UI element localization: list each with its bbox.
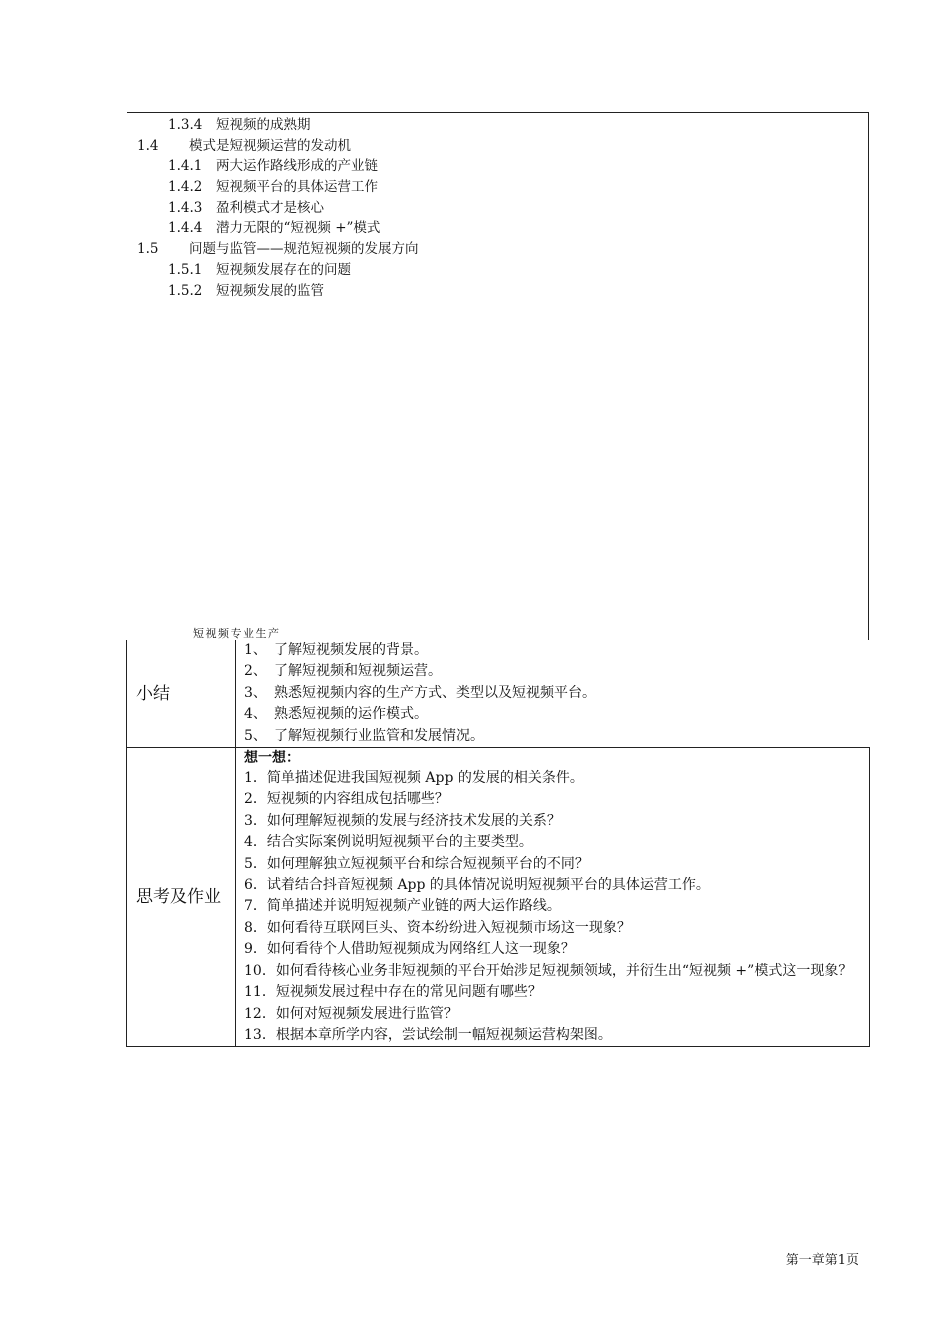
summary-label: 小结	[127, 640, 236, 748]
toc-text: 短视频发展的监管	[216, 283, 324, 299]
item-text: 了解短视频和短视频运营。	[274, 663, 442, 680]
homework-item	[244, 768, 869, 789]
item-number: 1、	[244, 642, 267, 658]
toc-text: 短视频发展存在的问题	[216, 262, 351, 278]
toc-number: 1.4.2	[168, 179, 203, 195]
toc-item-1-4-4	[168, 218, 380, 238]
item-number: 10．	[244, 962, 276, 979]
toc-item-1-5	[137, 239, 419, 259]
item-text: 短视频的内容组成包括哪些？	[266, 791, 449, 808]
homework-item	[244, 875, 869, 896]
homework-item	[244, 982, 869, 1003]
item-text: 如何对短视频发展进行监管？	[275, 1005, 458, 1022]
item-number: 13．	[244, 1026, 276, 1043]
homework-content	[236, 748, 870, 1047]
toc-text: 模式是短视频运营的发动机	[189, 138, 351, 154]
toc-text: 潜力无限的“短视频 +”模式	[216, 220, 381, 236]
toc-number: 1.5.1	[168, 262, 203, 278]
toc-item-1-4-3	[168, 198, 324, 218]
item-text: 如何看待互联网巨头、资本纷纷进入短视频市场这一现象？	[266, 919, 631, 936]
toc-number: 1.5	[137, 241, 159, 257]
image-caption: 短视频专业生产	[193, 627, 281, 640]
item-number: 1．	[244, 770, 267, 787]
summary-item	[244, 640, 870, 661]
item-number: 12．	[244, 1005, 276, 1022]
item-number: 5、	[244, 727, 267, 744]
summary-row	[127, 640, 870, 748]
summary-item	[244, 704, 870, 725]
item-text: 简单描述并说明短视频产业链的两大运作路线。	[266, 898, 561, 915]
toc-number: 1.4.3	[168, 200, 203, 216]
item-number: 8．	[244, 919, 267, 936]
toc-item-1-4-1	[168, 156, 378, 176]
toc-number: 1.5.2	[168, 283, 203, 299]
item-text: 如何看待个人借助短视频成为网络红人这一现象？	[266, 941, 575, 958]
item-number: 2、	[244, 663, 267, 680]
item-text: 熟悉短视频的运作模式。	[274, 706, 428, 723]
item-number: 4．	[244, 834, 267, 851]
lesson-table	[126, 640, 870, 1047]
homework-item	[244, 961, 869, 982]
item-text: 了解短视频发展的背景。	[274, 642, 428, 658]
summary-item	[244, 726, 870, 747]
toc-text: 短视频平台的具体运营工作	[216, 179, 378, 195]
toc-item-1-5-2	[168, 281, 324, 301]
item-number: 3、	[244, 684, 267, 701]
homework-heading: 想一想：	[244, 750, 300, 767]
homework-item	[244, 1004, 869, 1025]
toc-number: 1.4.1	[168, 158, 203, 174]
toc-item-1-4	[137, 136, 351, 156]
homework-item	[244, 896, 869, 917]
item-text: 了解短视频行业监管和发展情况。	[274, 727, 484, 744]
toc-text: 问题与监管——规范短视频的发展方向	[189, 241, 419, 257]
item-text: 简单描述促进我国短视频 App 的发展的相关条件。	[266, 770, 584, 787]
item-number: 9．	[244, 941, 267, 958]
homework-label: 思考及作业	[127, 748, 236, 1047]
item-number: 3．	[244, 812, 267, 829]
item-text: 结合实际案例说明短视频平台的主要类型。	[266, 834, 533, 851]
homework-item	[244, 811, 869, 832]
homework-row	[127, 748, 870, 1047]
toc-number: 1.4	[137, 138, 159, 154]
toc-text: 短视频的成熟期	[216, 117, 311, 133]
homework-item	[244, 854, 869, 875]
homework-item	[244, 939, 869, 960]
item-number: 2．	[244, 791, 267, 808]
item-text: 根据本章所学内容，尝试绘制一幅短视频运营构架图。	[275, 1026, 612, 1043]
homework-item	[244, 832, 869, 853]
item-text: 如何理解独立短视频平台和综合短视频平台的不同？	[266, 855, 589, 872]
item-number: 4、	[244, 706, 267, 723]
item-number: 7．	[244, 898, 267, 915]
item-text: 熟悉短视频内容的生产方式、类型以及短视频平台。	[274, 684, 596, 701]
toc-item-1-4-2	[168, 177, 378, 197]
summary-item	[244, 661, 870, 682]
toc-item-1-5-1	[168, 260, 351, 280]
summary-content	[236, 640, 870, 748]
toc-text: 两大运作路线形成的产业链	[216, 158, 378, 174]
item-number: 6．	[244, 877, 267, 894]
item-text: 如何理解短视频的发展与经济技术发展的关系？	[266, 812, 561, 829]
item-text: 短视频发展过程中存在的常见问题有哪些？	[275, 984, 542, 1001]
item-text: 试着结合抖音短视频 App 的具体情况说明短视频平台的具体运营工作。	[266, 877, 710, 894]
summary-item	[244, 683, 870, 704]
toc-item-1-3-4	[168, 115, 311, 135]
homework-item	[244, 918, 869, 939]
item-text: 如何看待核心业务非短视频的平台开始涉足短视频领域，并衍生出“短视频 +”模式这一现象？	[275, 962, 853, 979]
item-number: 11．	[244, 984, 276, 1001]
homework-item	[244, 1025, 869, 1046]
homework-item	[244, 789, 869, 810]
page-footer: 第一章第1页	[785, 1253, 859, 1268]
toc-number: 1.3.4	[168, 117, 203, 133]
toc-number: 1.4.4	[168, 220, 203, 236]
toc-text: 盈利模式才是核心	[216, 200, 324, 216]
item-number: 5．	[244, 855, 267, 872]
